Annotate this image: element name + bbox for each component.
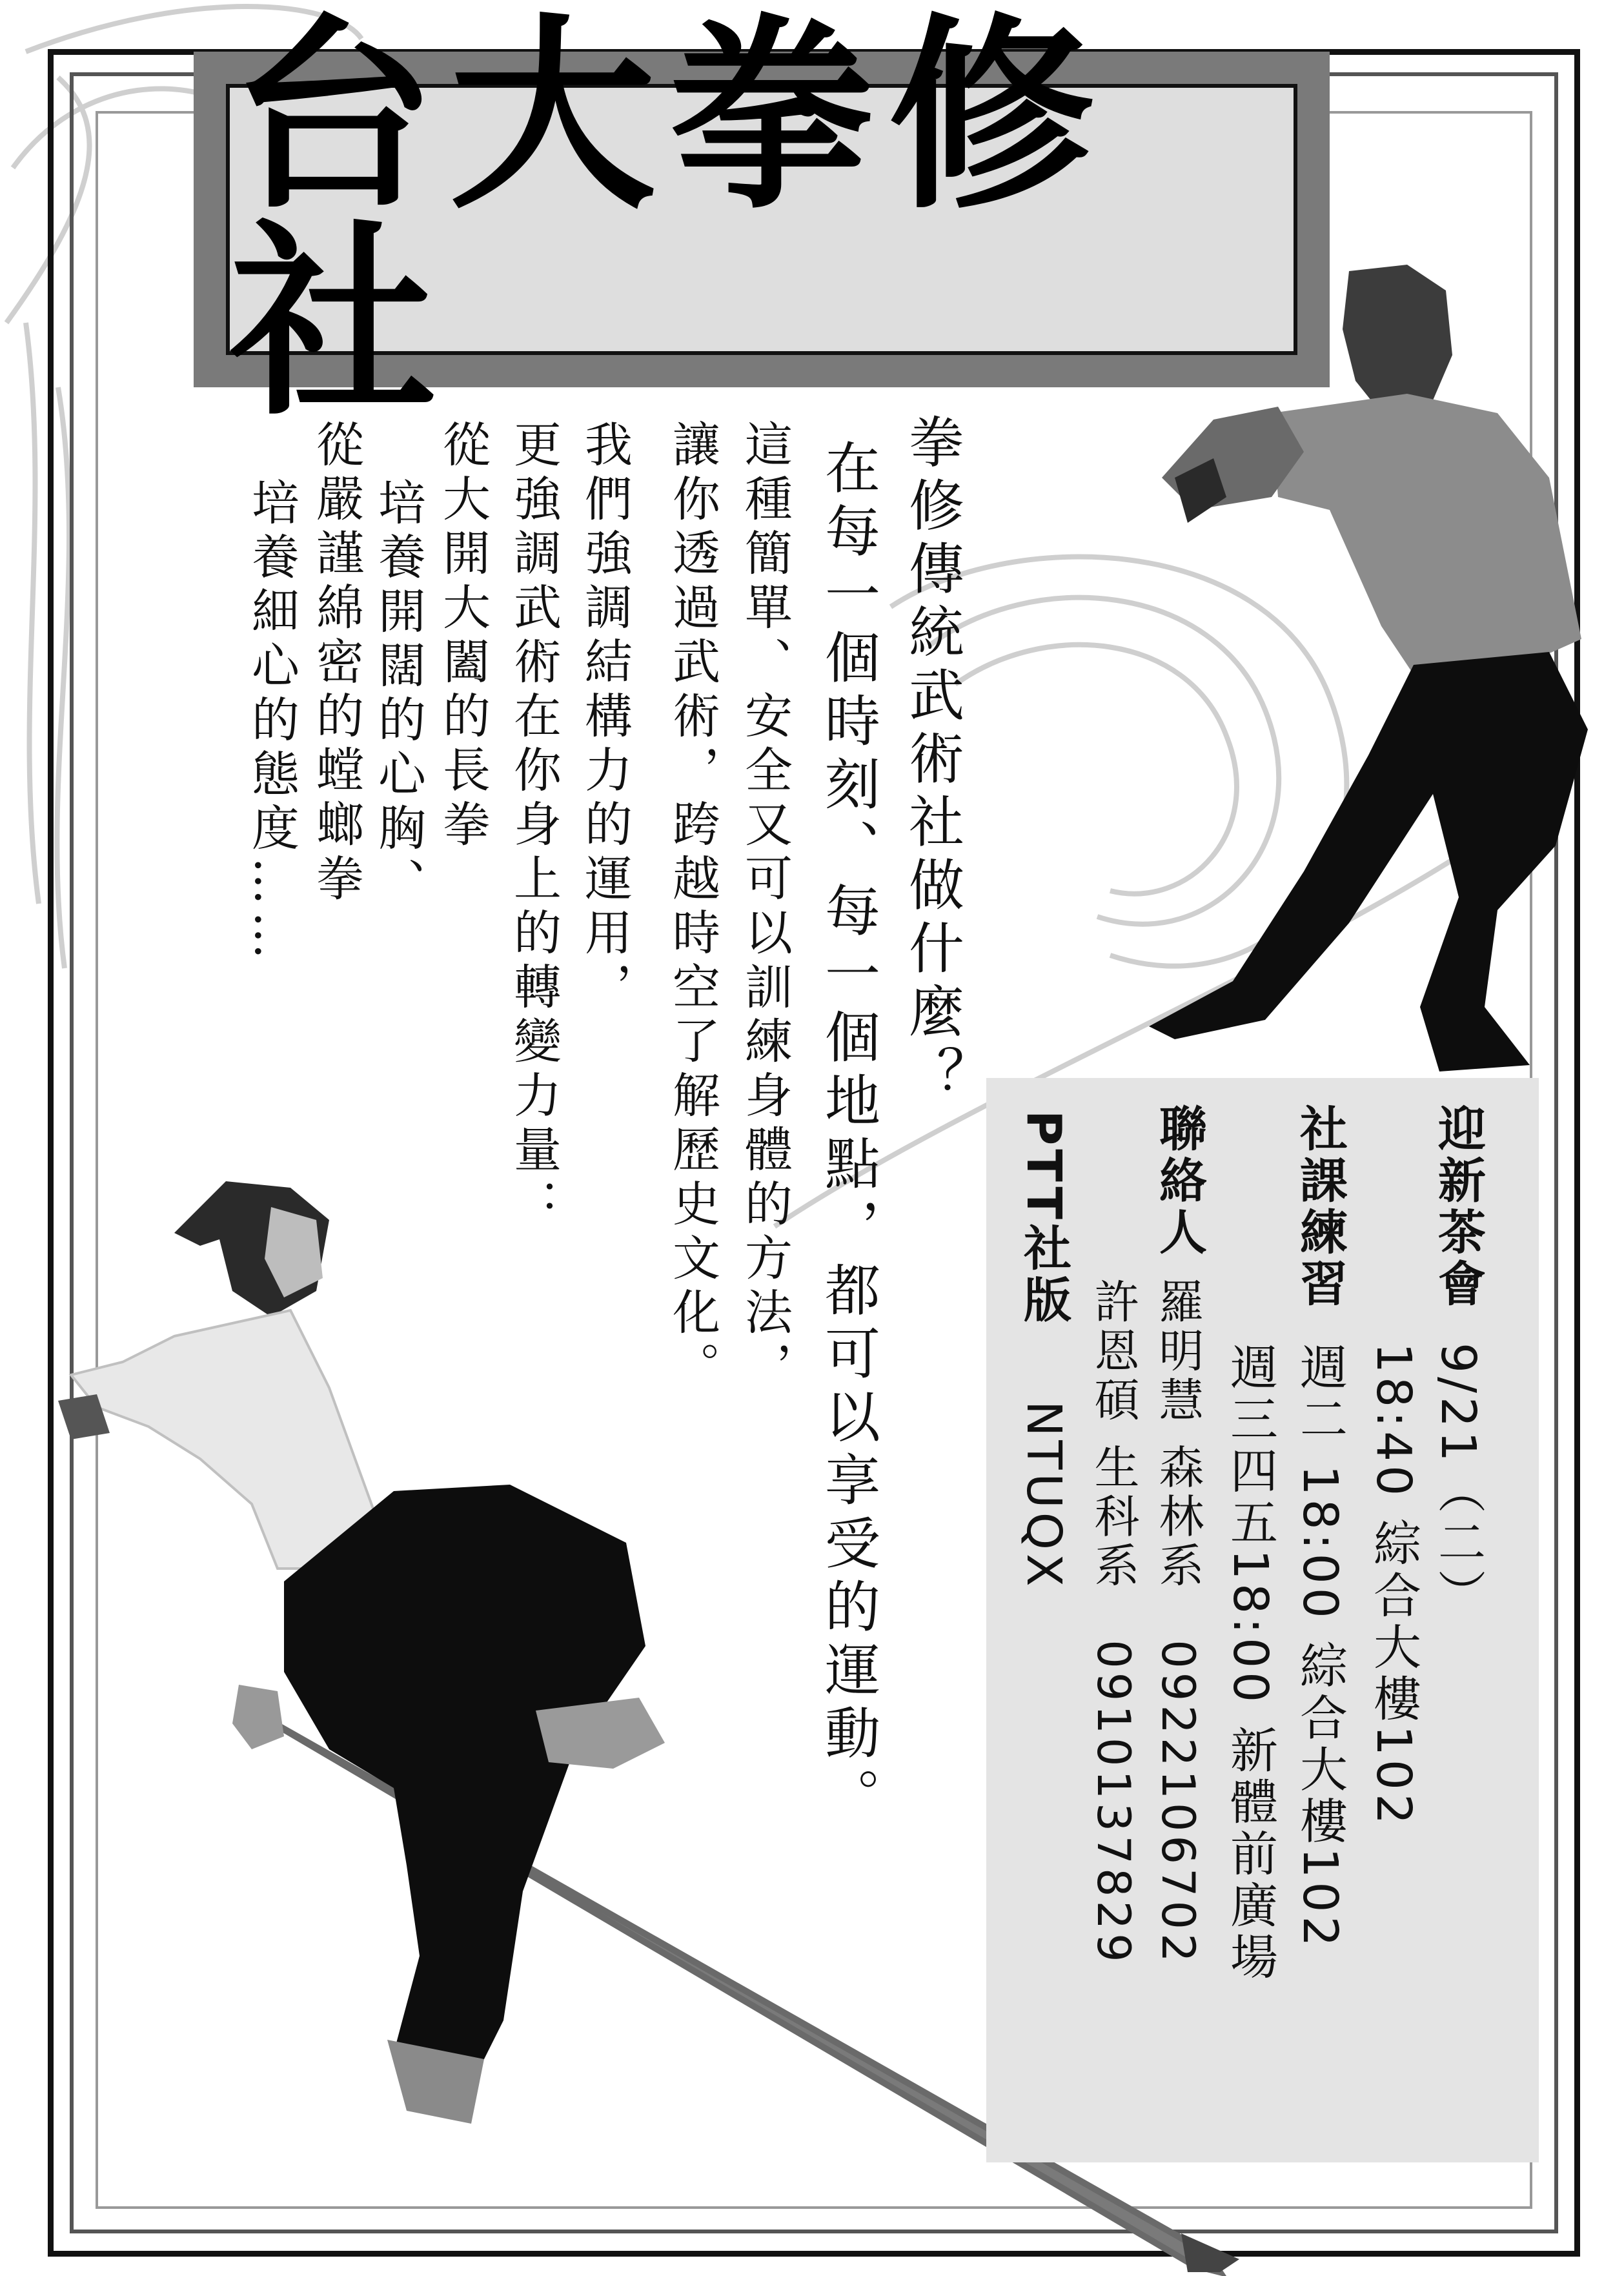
welcome-tea-time-place: 18:40 綜合大樓102 <box>1366 1343 1421 1829</box>
body-column-2: 讓你透過武術，跨越時空了解歷史文化。 <box>665 420 720 1396</box>
practice-schedule-1: 週二 18:00 綜合大樓102 <box>1292 1343 1348 1951</box>
practice-schedule-2: 週三四五18:00 新體前廣場 <box>1223 1343 1278 1984</box>
body-column-1: 這種簡單、安全又可以訓練身體的方法， <box>737 420 793 1396</box>
body-column-8: 培養細心的態度…… <box>244 478 299 966</box>
page-title: 台大拳修社 <box>230 0 1108 443</box>
welcome-tea-label: 迎新茶會 <box>1430 1104 1486 1310</box>
contact-label: 聯絡人 <box>1152 1104 1207 1259</box>
ptt-board-label: PTT社版 <box>1016 1110 1071 1326</box>
headline-question: 拳修傳統武術社做什麼？ <box>899 413 964 1109</box>
martial-artist-figure-right <box>1136 265 1601 1097</box>
contact-person-1: 羅明慧 森林系 0922106702 <box>1152 1278 1204 1966</box>
body-column-7: 從嚴謹綿密的螳螂拳 <box>309 420 364 908</box>
body-column-3: 我們強調結構力的運用， <box>577 420 633 1016</box>
ptt-board-name: NTUQX <box>1016 1401 1071 1590</box>
contact-person-2: 許恩碩 生科系 0910137829 <box>1087 1278 1140 1966</box>
headline-answer: 在每一個時刻、每一個地點，都可以享受的運動。 <box>815 439 880 1831</box>
welcome-tea-date: 9/21（二） <box>1430 1343 1486 1621</box>
body-column-5: 從大開大闔的長拳 <box>435 420 491 853</box>
body-column-4: 更強調武術在你身上的轉變力量： <box>506 420 562 1233</box>
body-column-6: 培養開闊的心胸、 <box>370 478 426 911</box>
practice-label: 社課練習 <box>1292 1104 1348 1310</box>
